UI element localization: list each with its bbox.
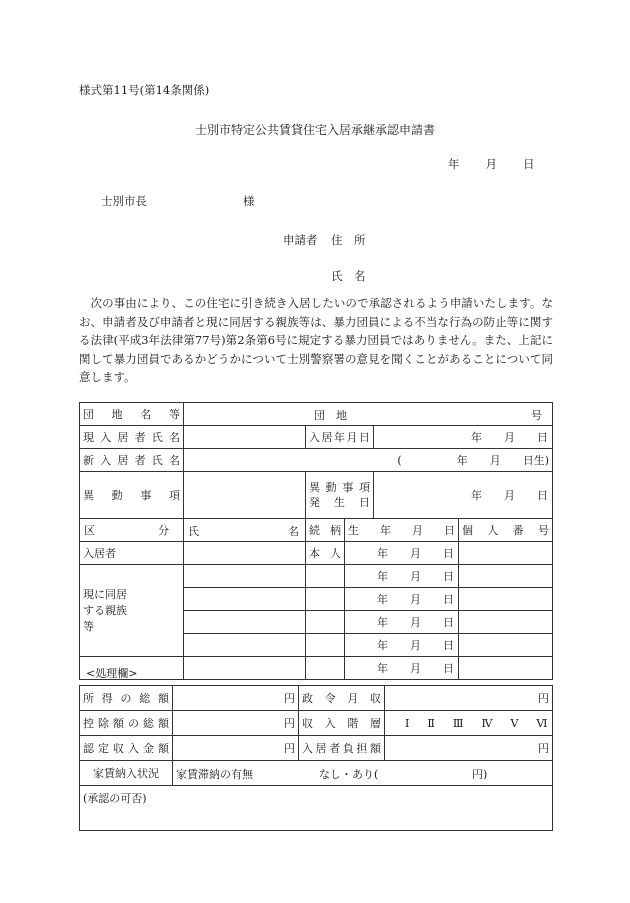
row-family-1 (80, 565, 553, 588)
name-label: 氏 名 (331, 269, 366, 283)
family-birth-field-4[interactable]: 年 月 日 (345, 634, 459, 657)
arrears-yen: 円) (472, 768, 488, 781)
family-relation-field-5[interactable] (306, 657, 345, 680)
tier-5[interactable]: Ⅴ (510, 716, 519, 730)
row-resident (80, 542, 553, 565)
income-total-field[interactable]: 円 (173, 686, 299, 711)
family-name-field-2[interactable] (184, 588, 306, 611)
col-relation: 続柄 (306, 519, 345, 542)
family-number-field-1[interactable] (459, 565, 553, 588)
certified-income-label: 認定収入金額 (80, 736, 173, 761)
monthly-income-field[interactable]: 円 (385, 686, 553, 711)
resident-number-field[interactable] (459, 542, 553, 565)
col-name-2: 名 (288, 525, 299, 538)
date-month: 月 (485, 157, 497, 171)
addressee-suffix: 様 (243, 194, 255, 208)
monthly-income-label: 政令月収 (299, 686, 385, 711)
change-date-label-line2: 発生日 (309, 496, 370, 509)
current-resident-field[interactable] (184, 426, 306, 449)
family-birth-field-1[interactable]: 年 月 日 (345, 565, 459, 588)
resident-name-field[interactable] (184, 542, 306, 565)
family-number-field-5[interactable] (459, 657, 553, 680)
date-line (448, 156, 535, 172)
family-relation-field-2[interactable] (306, 588, 345, 611)
declaration-text: 次の事由により、この住宅に引き続き入居したいので承認されるよう申請いたします。なお、申請者及び申請者と現に同居する親族等は、暴力団員による不当な行為の防止等に関する法律(平成3年法律第77号)第2条第6号に規定する暴力団員ではありません。また、上記に関して暴力団員であるかどうかについて士別警察署の意見を聞くことがあることについて同意します。 (79, 296, 553, 385)
move-in-date-field[interactable]: 年 月 日 (374, 426, 553, 449)
family-name-field-5[interactable] (184, 657, 306, 680)
col-number: 個人番号 (459, 519, 553, 542)
tier-3[interactable]: Ⅲ (452, 716, 464, 730)
row-approval (80, 786, 553, 831)
tier-4[interactable]: Ⅳ (481, 716, 493, 730)
family-birth-field-3[interactable]: 年 月 日 (345, 611, 459, 634)
approval-field[interactable] (80, 786, 553, 831)
change-field[interactable] (184, 472, 306, 519)
application-table (79, 402, 553, 680)
row-complex (80, 403, 553, 426)
row-household-header (80, 519, 553, 542)
rent-status-label: 家賃納入状況 (80, 761, 173, 786)
row-current-resident (80, 426, 553, 449)
row-new-resident (80, 449, 553, 472)
tier-1[interactable]: Ⅰ (405, 716, 410, 730)
new-resident-label: 新入居者氏名 (80, 449, 184, 472)
arrears-value: なし・あり( (319, 768, 379, 781)
processing-section-label: <処理欄> (86, 667, 138, 680)
approval-label: (承認の可否) (83, 792, 147, 805)
income-total-label: 所得の総額 (80, 686, 173, 711)
processing-table (79, 685, 553, 831)
self-label: 本人 (306, 542, 345, 565)
family-relation-field-1[interactable] (306, 565, 345, 588)
complex-label: 団 地 (314, 409, 347, 422)
move-in-date-label: 入居年月日 (306, 426, 374, 449)
number-suffix: 号 (531, 409, 542, 422)
col-birth: 生年月日 (345, 519, 459, 542)
burden-label: 入居者負担額 (299, 736, 385, 761)
family-number-field-3[interactable] (459, 611, 553, 634)
change-date-label (306, 472, 374, 519)
date-day: 日 (523, 157, 535, 171)
row-income-total (80, 686, 553, 711)
certified-income-field[interactable]: 円 (173, 736, 299, 761)
row-rent-status (80, 761, 553, 786)
new-resident-field[interactable]: ( 年 月 日生) (184, 449, 553, 472)
rent-status-field[interactable] (173, 761, 553, 786)
address-label: 住 所 (331, 233, 366, 247)
family-name-field-1[interactable] (184, 565, 306, 588)
family-label (80, 565, 184, 657)
change-label: 異動事項 (80, 472, 184, 519)
family-relation-field-4[interactable] (306, 634, 345, 657)
burden-field[interactable]: 円 (385, 736, 553, 761)
change-date-field[interactable]: 年 月 日 (374, 472, 553, 519)
tier-2[interactable]: Ⅱ (427, 716, 435, 730)
row-deduction-total (80, 711, 553, 736)
complex-name-field[interactable] (184, 403, 553, 426)
applicant-label: 申請者 (283, 233, 318, 247)
family-name-field-4[interactable] (184, 634, 306, 657)
row-certified-income (80, 736, 553, 761)
family-birth-field-5[interactable]: 年 月 日 (345, 657, 459, 680)
arrears-label: 家賃滞納の有無 (176, 768, 253, 781)
col-name (184, 519, 306, 542)
income-tier-label: 収入階層 (299, 711, 385, 736)
income-tier-options (385, 711, 553, 736)
current-resident-label: 現入居者氏名 (80, 426, 184, 449)
col-category: 区分 (80, 519, 184, 542)
deduction-total-label: 控除額の総額 (80, 711, 173, 736)
family-name-field-3[interactable] (184, 611, 306, 634)
family-relation-field-3[interactable] (306, 611, 345, 634)
date-year: 年 (448, 157, 460, 171)
complex-name-label: 団地名等 (80, 403, 184, 426)
row-change (80, 472, 553, 519)
family-number-field-2[interactable] (459, 588, 553, 611)
col-name-1: 氏 (188, 525, 199, 538)
form-id: 様式第11号(第14条関係) (79, 83, 210, 97)
row-family-5 (80, 657, 553, 680)
resident-birth-field[interactable]: 年 月 日 (345, 542, 459, 565)
document-title: 士別市特定公共賃貸住宅入居承継承認申請書 (194, 123, 435, 137)
tier-6[interactable]: Ⅵ (536, 716, 548, 730)
change-date-label-line1: 異動事項 (309, 481, 370, 494)
addressee: 士別市長 (101, 194, 147, 208)
resident-label: 入居者 (80, 542, 184, 565)
deduction-total-field[interactable]: 円 (173, 711, 299, 736)
family-birth-field-2[interactable]: 年 月 日 (345, 588, 459, 611)
family-label-text: 現に同居する親族等 (83, 587, 127, 633)
family-number-field-4[interactable] (459, 634, 553, 657)
